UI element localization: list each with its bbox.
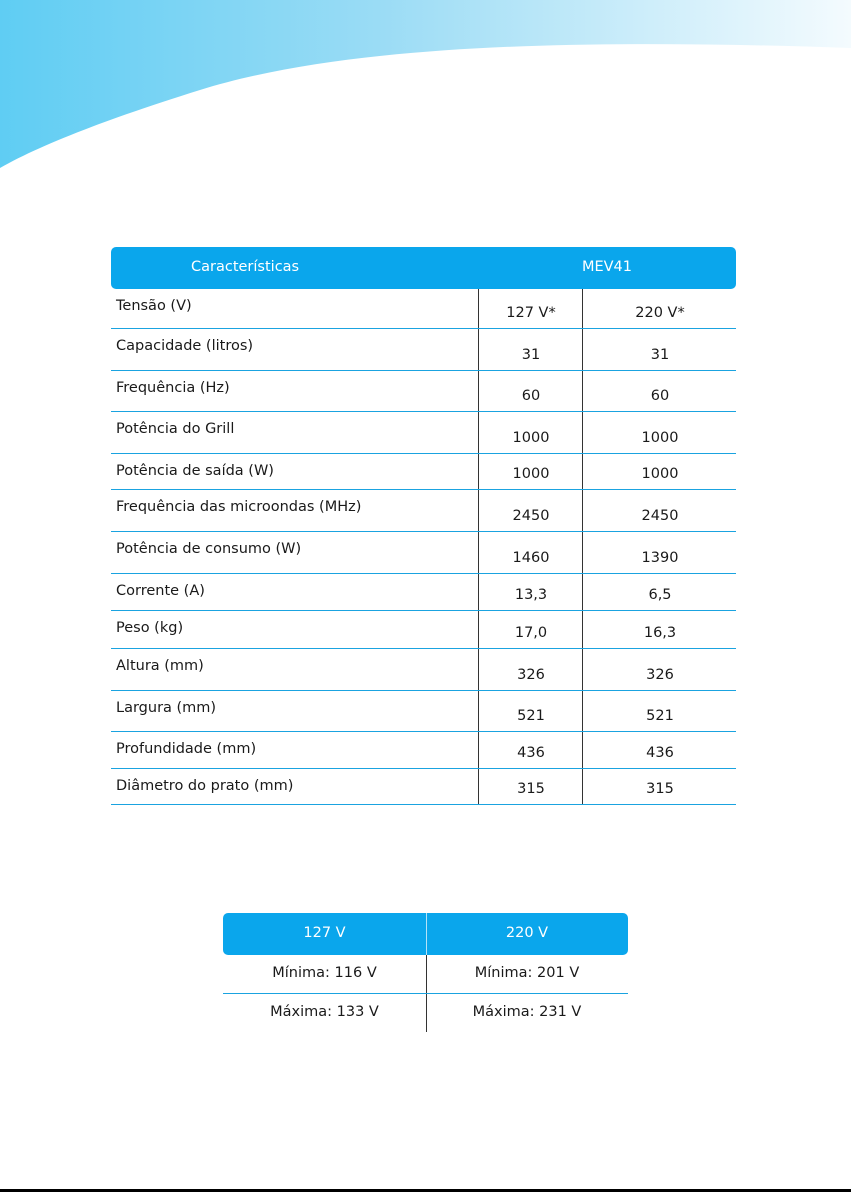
spec-cell-220v <box>582 329 737 370</box>
spec-value-127v: 17,0 <box>514 625 548 641</box>
spec-value-127v: 31 <box>521 347 541 363</box>
spec-row <box>111 611 736 649</box>
spec-label: Altura (mm) <box>116 658 204 674</box>
spec-value-220v: 326 <box>646 667 674 683</box>
spec-row <box>111 574 736 611</box>
spec-value-220v: 521 <box>646 708 674 724</box>
spec-label: Profundidade (mm) <box>116 741 257 757</box>
spec-value-127v: 315 <box>517 781 545 797</box>
spec-value-127v: 436 <box>517 745 545 761</box>
spec-label: Corrente (A) <box>116 583 205 599</box>
spec-value-127v: 521 <box>517 708 545 724</box>
spec-label: Potência de consumo (W) <box>116 541 302 557</box>
spec-value-127v: 326 <box>517 667 545 683</box>
spec-value-220v: 60 <box>650 388 670 404</box>
spec-row <box>111 532 736 574</box>
spec-cell-127v <box>478 611 583 648</box>
spec-value-220v: 2450 <box>641 508 679 524</box>
spec-row <box>111 329 736 371</box>
spec-value-220v: 436 <box>646 745 674 761</box>
spec-value-220v: 16,3 <box>643 625 677 641</box>
spec-label: Diâmetro do prato (mm) <box>116 778 294 794</box>
header-characteristics: Características <box>191 259 300 275</box>
max-220v: Máxima: 231 V <box>472 1004 582 1020</box>
spec-row <box>111 649 736 691</box>
spec-cell-220v <box>582 611 737 648</box>
voltage-table-header <box>223 913 628 955</box>
spec-label: Peso (kg) <box>116 620 184 636</box>
spec-value-127v: 60 <box>521 388 541 404</box>
header-model: MEV41 <box>581 259 633 275</box>
spec-cell-220v <box>582 371 737 411</box>
spec-cell-127v <box>478 289 583 328</box>
spec-value-220v: 220 V* <box>635 305 685 321</box>
spec-cell-127v <box>478 454 583 489</box>
spec-cell-127v <box>478 732 583 768</box>
spec-cell-220v <box>582 691 737 731</box>
spec-value-220v: 1000 <box>641 466 679 482</box>
spec-value-220v: 6,5 <box>648 587 672 603</box>
header-wave-decoration <box>0 0 851 180</box>
spec-cell-127v <box>478 649 583 690</box>
spec-cell-127v <box>478 574 583 610</box>
specifications-table-header <box>111 247 736 289</box>
spec-cell-127v <box>478 532 583 573</box>
spec-row <box>111 769 736 805</box>
spec-row <box>111 412 736 454</box>
spec-cell-220v <box>582 289 737 328</box>
spec-cell-127v <box>478 412 583 453</box>
spec-row <box>111 732 736 769</box>
spec-cell-220v <box>582 454 737 489</box>
spec-value-127v: 127 V* <box>506 305 556 321</box>
spec-cell-220v <box>582 490 737 531</box>
spec-label: Capacidade (litros) <box>116 338 254 354</box>
spec-label: Frequência das microondas (MHz) <box>116 499 362 515</box>
spec-value-220v: 31 <box>650 347 670 363</box>
spec-value-127v: 2450 <box>512 508 550 524</box>
spec-label: Potência do Grill <box>116 421 235 437</box>
spec-cell-127v <box>478 371 583 411</box>
spec-value-220v: 315 <box>646 781 674 797</box>
spec-row <box>111 691 736 732</box>
spec-row <box>111 371 736 412</box>
spec-row <box>111 289 736 329</box>
spec-label: Tensão (V) <box>116 298 192 314</box>
spec-label: Frequência (Hz) <box>116 380 230 396</box>
spec-cell-220v <box>582 649 737 690</box>
spec-value-220v: 1000 <box>641 430 679 446</box>
specifications-table <box>111 247 736 805</box>
voltage-row-minimum <box>223 955 628 994</box>
min-220v: Mínima: 201 V <box>474 965 580 981</box>
spec-cell-220v <box>582 574 737 610</box>
specifications-rows <box>111 289 736 805</box>
spec-value-127v: 1000 <box>512 430 550 446</box>
spec-cell-127v <box>478 490 583 531</box>
spec-value-220v: 1390 <box>641 550 679 566</box>
spec-value-127v: 1000 <box>512 466 550 482</box>
spec-row <box>111 490 736 532</box>
spec-cell-127v <box>478 329 583 370</box>
spec-value-127v: 1460 <box>512 550 550 566</box>
spec-label: Largura (mm) <box>116 700 217 716</box>
spec-label: Potência de saída (W) <box>116 463 274 479</box>
voltage-row-maximum <box>223 994 628 1032</box>
header-127v: 127 V <box>303 925 346 941</box>
header-220v: 220 V <box>505 925 549 941</box>
spec-cell-127v <box>478 691 583 731</box>
spec-value-127v: 13,3 <box>514 587 548 603</box>
spec-cell-220v <box>582 532 737 573</box>
min-127v: Mínima: 116 V <box>272 965 377 981</box>
spec-cell-220v <box>582 412 737 453</box>
spec-cell-220v <box>582 769 737 804</box>
max-127v: Máxima: 133 V <box>270 1004 379 1020</box>
spec-cell-127v <box>478 769 583 804</box>
spec-cell-220v <box>582 732 737 768</box>
spec-row <box>111 454 736 490</box>
voltage-range-table <box>223 913 628 1032</box>
